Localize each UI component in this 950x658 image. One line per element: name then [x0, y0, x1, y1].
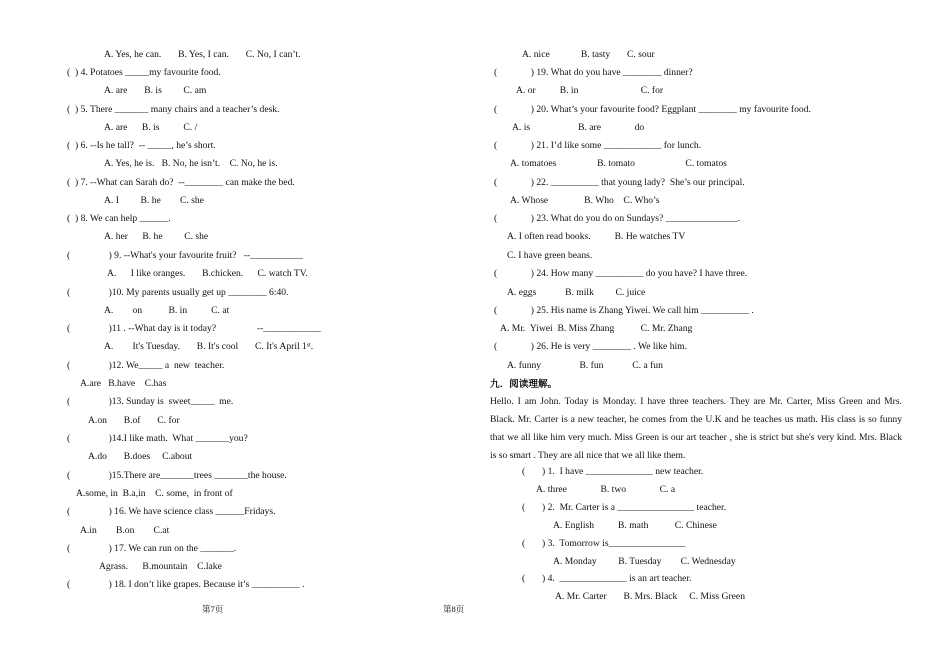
question-line: A.some, in B.a,in C. some, in front of — [76, 488, 233, 499]
question-line: ( ) 17. We can run on the _______. — [67, 543, 237, 554]
question-line: ( )15.There are_______trees _______the house. — [67, 470, 287, 481]
reading-question-line: ( ) 2. Mr. Carter is a ________________ teacher. — [522, 502, 727, 513]
question-line: ( ) 19. What do you have ________ dinner? — [494, 67, 693, 78]
question-line: A. are B. is C. am — [104, 85, 207, 96]
question-line: ( ) 8. We can help ______. — [67, 213, 171, 224]
question-line: ( )12. We_____ a new teacher. — [67, 360, 225, 371]
question-line: ( ) 9. --What's your favourite fruit? --___________ — [67, 250, 303, 261]
reading-question-line: ( ) 1. I have ______________ new teacher. — [522, 466, 704, 477]
question-line: ( ) 18. I don’t like grapes. Because it’s __________ . — [67, 579, 305, 590]
question-line: ( ) 7. --What can Sarah do? --________ can make the bed. — [67, 177, 295, 188]
question-line: ( ) 26. He is very ________ . We like him. — [494, 341, 688, 352]
question-line: ( ) 21. I’d like some ____________ for lunch. — [494, 140, 702, 151]
question-line: A. I often read books. B. He watches TV — [507, 231, 686, 242]
question-line: A. I like oranges. B.chicken. C. watch TV. — [107, 268, 308, 279]
question-line: ( )10. My parents usually get up ________ 6:40. — [67, 287, 289, 298]
question-line: A.are B.have C.has — [80, 378, 167, 389]
reading-question-line: A. Monday B. Tuesday C. Wednesday — [553, 556, 736, 567]
page-number-right: 第8页 — [443, 604, 465, 614]
question-line: A. Yes, he is. B. No, he isn’t. C. No, he is. — [104, 158, 278, 169]
question-line: A. Yes, he can. B. Yes, I can. C. No, I can’t. — [104, 49, 301, 60]
question-line: ( ) 4. Potatoes _____my favourite food. — [67, 67, 221, 78]
reading-question-line: ( ) 4. ______________ is an art teacher. — [522, 573, 692, 584]
question-line: A. funny B. fun C. a fun — [507, 360, 663, 371]
question-line: A. Whose B. Who C. Who’s — [510, 195, 660, 206]
question-line: A. her B. he C. she — [104, 231, 209, 242]
question-line: A.on B.of C. for — [88, 415, 180, 426]
reading-question-line: A. English B. math C. Chinese — [553, 520, 717, 531]
question-line: ( ) 24. How many __________ do you have? I have three. — [494, 268, 748, 279]
question-line: A.in B.on C.at — [80, 525, 170, 536]
question-line: ( ) 6. --Is he tall? -- _____, he’s short. — [67, 140, 216, 151]
question-line: ( )14.I like math. What _______you? — [67, 433, 248, 444]
reading-question-line: A. Mr. Carter B. Mrs. Black C. Miss Green — [555, 591, 745, 602]
question-line: A. on B. in C. at — [104, 305, 230, 316]
question-line: A. nice B. tasty C. sour — [522, 49, 655, 60]
reading-passage: Hello. I am John. Today is Monday. I have three teachers. They are Mr. Carter, Miss Green and Mrs. Black. Mr. Carter is a new teacher, he comes from the U.K and he teaches us math. His class is so funny that we all like him very much. Miss Green is our art teacher , she is strict but she's very kind. Mrs. Black is so smart . They are all nice that we all like them. — [490, 396, 902, 461]
question-line: ( ) 22. __________ that young lady? She’s our principal. — [494, 177, 745, 188]
question-line: A.do B.does C.about — [88, 451, 193, 462]
question-line: ( ) 20. What’s your favourite food? Eggplant ________ my favourite food. — [494, 104, 811, 115]
question-line: C. I have green beans. — [507, 250, 593, 261]
page-number-left: 第7页 — [202, 604, 224, 614]
question-line: ( ) 5. There _______ many chairs and a teacher’s desk. — [67, 104, 280, 115]
question-line: A. I B. he C. she — [104, 195, 204, 206]
question-line: A. Mr. Yiwei B. Miss Zhang C. Mr. Zhang — [500, 323, 693, 334]
question-line: ( ) 23. What do you do on Sundays? _______________. — [494, 213, 741, 224]
reading-question-line: A. three B. two C. a — [536, 484, 676, 495]
question-line: A. or B. in C. for — [516, 85, 664, 96]
question-line: ( ) 16. We have science class ______Fridays. — [67, 506, 276, 517]
question-line: A. are B. is C. / — [104, 122, 198, 133]
question-line: A. tomatoes B. tomato C. tomatos — [510, 158, 727, 169]
section-title: 九．阅读理解。 — [490, 379, 558, 390]
question-line: A. eggs B. milk C. juice — [507, 287, 646, 298]
question-line: A. It's Tuesday. B. It's cool C. It's April 1ˢᵗ. — [104, 341, 314, 352]
reading-question-line: ( ) 3. Tomorrow is________________ — [522, 538, 686, 549]
question-line: ( ) 25. His name is Zhang Yiwei. We call him __________ . — [494, 305, 754, 316]
question-line: A. is B. are do — [512, 122, 645, 133]
question-line: ( )13. Sunday is sweet_____ me. — [67, 396, 234, 407]
question-line: Agrass. B.mountain C.lake — [99, 561, 222, 572]
question-line: ( )11 . --What day is it today? --____________ — [67, 323, 321, 334]
